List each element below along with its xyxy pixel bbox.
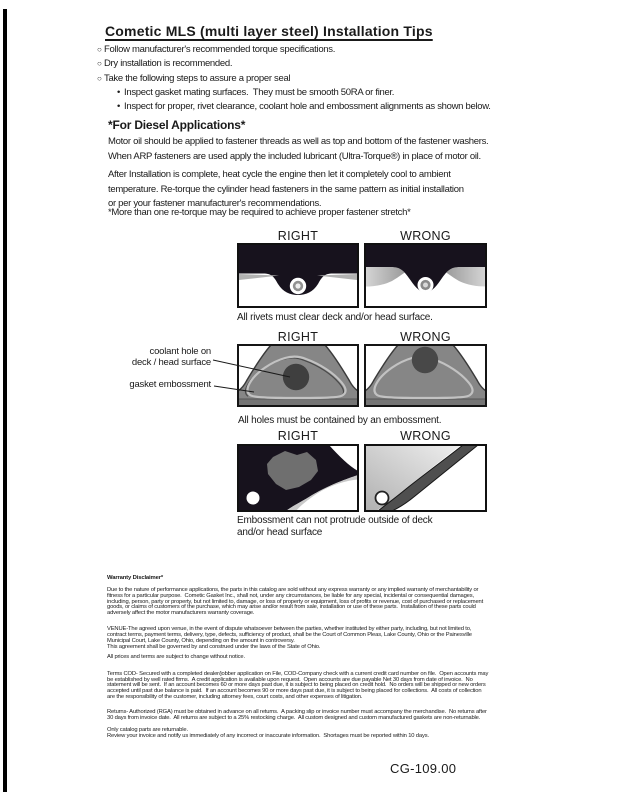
warranty-line: Review your invoice and notify us immediately of any incorrect or inaccurate information. Shortages must be reported within 10 days.	[107, 733, 429, 740]
paragraph-line: temperature. Re-torque the cylinder head fasteners in the same pattern as initial installation	[108, 183, 464, 195]
warranty-paragraph	[107, 588, 547, 617]
deck-edge-strip	[238, 399, 358, 406]
warranty-line: Returns- Authorized (RGA) must be obtained in advance on all returns. A packing slip or invoice number must accompany the merchandise. No returns after	[107, 709, 487, 715]
protrusion-wrong-diagram	[364, 444, 487, 512]
page-title: Cometic MLS (multi layer steel) Installation Tips	[105, 23, 433, 39]
warranty-line: Terms COD- Secured with a completed dealer/jobber application on File, COD-Company check with a current credit card number on file. Open accounts may	[107, 670, 489, 677]
bullet-text: Follow manufacturer's recommended torque specifications.	[104, 44, 336, 55]
figure3-wrong-label: WRONG	[400, 429, 451, 443]
warranty-line: accepted until past due balance is paid. If an account becomes 90 or more days past due, it is subject to being placed for collections. All costs of collection	[107, 688, 482, 695]
paragraph-line: After Installation is complete, heat cycle the engine then let it completely cool to ambient	[108, 169, 451, 180]
warranty-line: All prices and terms are subject to change without notice.	[107, 654, 245, 661]
warranty-line: 30 days from invoice date. All returns are subject to a 25% restocking charge. All custom designed and custom manufactured gaskets are non-returnable.	[107, 714, 481, 721]
coolant-hole-annotation-line2: deck / head surface	[131, 357, 211, 368]
warranty-paragraph	[107, 728, 547, 740]
warranty-line: be established by well rated firms. A credit application is available upon request. Open accounts are due payable Net 30 days from date of invoice. No	[107, 676, 473, 683]
warranty-line: contract terms, payment terms, delivery, type, defects, sufficiency of product, shall be the Court of Common Pleas, Lake County, Ohio or the Painesville	[107, 631, 472, 638]
coolant-hole-annotation-line1: coolant hole on	[149, 346, 211, 357]
figure1-right-label: RIGHT	[277, 229, 319, 243]
figure3-caption-line2: and/or head surface	[237, 527, 323, 538]
warranty-line: Due to the nature of performance applications, the parts in this catalog are sold without any express warranty or any implied warranty of merchantability or	[107, 586, 479, 593]
circle-bullet-icon: ○	[97, 73, 102, 83]
diesel-paragraph	[108, 169, 488, 213]
warranty-line: including, person, party or property, but not limited to, damage, or loss of property or equipment, loss of profits or revenue, cost of purchased or replacement	[107, 598, 484, 605]
warranty-line: Only catalog parts are returnable.	[107, 727, 188, 734]
figure2-caption: All holes must be contained by an embossment.	[238, 415, 442, 426]
deck-edge-strip	[365, 399, 486, 406]
rivet-illustration	[290, 278, 306, 294]
diesel-heading: *For Diesel Applications*	[108, 118, 246, 132]
figure2-wrong-label: WRONG	[400, 330, 451, 344]
warranty-line: adversely affect the motor manufacturers warranty coverage.	[107, 610, 255, 617]
diesel-applications-section	[108, 118, 488, 213]
bullet-item	[97, 44, 491, 58]
retorque-note: *More than one re-torque may be required to achieve proper fastener stretch*	[108, 207, 411, 218]
warranty-paragraph	[107, 655, 547, 661]
coolant-hole-circle	[412, 347, 438, 373]
bullet-item	[97, 73, 491, 87]
sub-bullet-text: Inspect gasket mating surfaces. They must be smooth 50RA or finer.	[124, 86, 395, 98]
gasket-embossment-annotation: gasket embossment	[129, 379, 211, 390]
sub-bullet-item	[97, 87, 491, 101]
page-code: CG-109.00	[390, 761, 457, 776]
warranty-line: This agreement shall be governed by and construed under the laws of the State of Ohio.	[107, 643, 321, 650]
bullet-text: Take the following steps to assure a proper seal	[104, 72, 291, 84]
figure1-caption: All rivets must clear deck and/or head surface.	[237, 312, 433, 323]
figure3-right-label: RIGHT	[277, 429, 319, 443]
coolant-hole-circle	[283, 364, 309, 390]
diesel-paragraph	[108, 136, 488, 165]
warranty-line: are the responsibility of the customer, including attorney fees, court costs, and other expenses of litigation.	[107, 694, 363, 701]
protrusion-right-diagram	[237, 444, 359, 512]
sub-bullet-text: Inspect for proper, rivet clearance, coolant hole and embossment alignments as shown below.	[124, 101, 491, 113]
bolt-hole-circle	[247, 492, 260, 505]
figure3-caption-line1: Embossment can not protrude outside of deck	[237, 515, 433, 526]
rivet-wrong-diagram	[364, 243, 487, 308]
bullet-text: Dry installation is recommended.	[104, 58, 233, 70]
rivet-illustration	[418, 277, 434, 293]
bullet-item	[97, 58, 491, 72]
warranty-line: statement will be sent. If an account becomes 60 or more days past due, it is subject to being placed on credit hold. No orders will be shipped or new orders	[107, 682, 486, 689]
warranty-line: Municipal Court, Lake County, Ohio, depending on the amount in controversy.	[107, 637, 295, 644]
installation-tips-list	[97, 44, 491, 115]
figure1-wrong-label: WRONG	[400, 229, 451, 243]
warranty-line: fitness for a particular purpose. Cometic Gasket Inc., shall not, under any circumstances, be liable for any special, incidental or consequential damages,	[107, 592, 474, 599]
embossment-right-diagram	[237, 344, 359, 407]
paragraph-line: or per your fastener manufacturer's recommendations.	[108, 198, 322, 209]
dot-bullet-icon: •	[117, 86, 121, 98]
bolt-hole-circle	[376, 492, 389, 505]
warranty-line: goods, or claims of customers of the purchase, which may arise and/or result from sale, installation or use of these parts. Installation of these parts could	[107, 604, 476, 611]
circle-bullet-icon: ○	[97, 45, 102, 54]
paragraph-line: Motor oil should be applied to fastener threads as well as top and bottom of the fastener washers.	[108, 136, 489, 147]
warranty-heading: Warranty Disclaimer*	[107, 575, 164, 581]
embossment-wrong-diagram	[364, 344, 487, 407]
rivet-right-diagram	[237, 243, 359, 308]
paragraph-line: When ARP fasteners are used apply the included lubricant (Ultra-Torque®) in place of motor oil.	[108, 150, 481, 162]
scan-edge-line	[3, 9, 7, 792]
warranty-line: VENUE-The agreed upon venue, in the event of dispute whatsoever between the parties, whether instituted by either party, including, but not limited to,	[107, 626, 472, 633]
warranty-paragraph	[107, 672, 547, 701]
dot-bullet-icon: •	[117, 101, 121, 113]
circle-bullet-icon: ○	[97, 59, 102, 69]
figure2-right-label: RIGHT	[277, 330, 319, 344]
warranty-paragraph	[107, 627, 547, 650]
sub-bullet-item	[97, 101, 491, 115]
warranty-disclaimer-section	[107, 576, 547, 740]
warranty-paragraph	[107, 710, 547, 722]
